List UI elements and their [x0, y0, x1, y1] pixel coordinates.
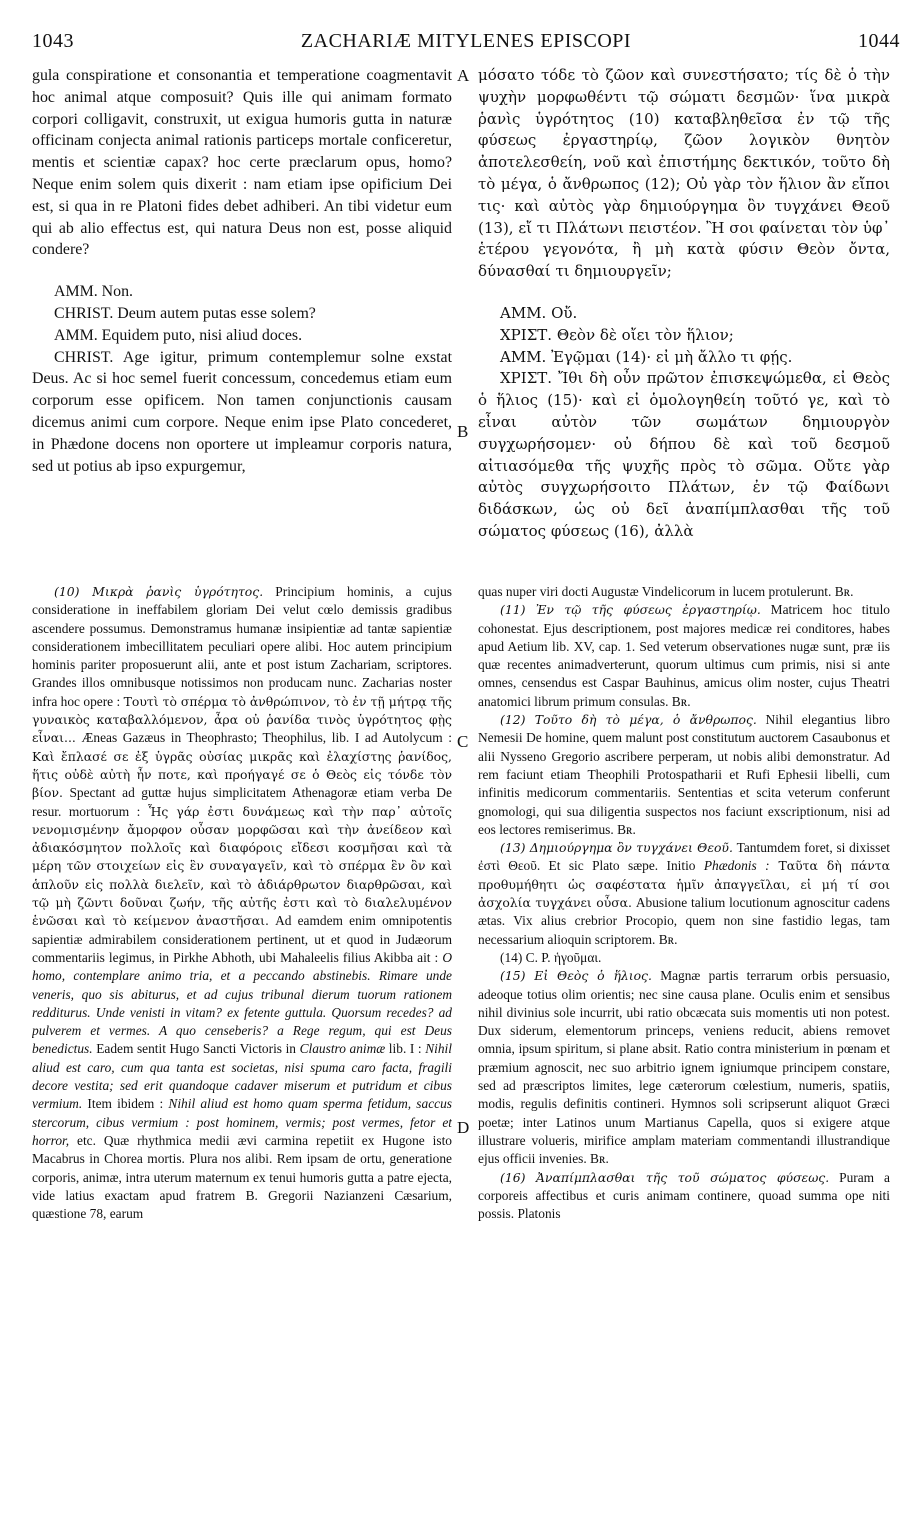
footnote-lemma: (15) Εἰ Θεὸς ὁ ἥλιος.: [500, 968, 652, 984]
margin-letter-b: B: [457, 422, 469, 441]
footnote-lemma: (11) Ἐν τῷ τῆς φύσεως ἐργαστηρίῳ.: [500, 602, 761, 618]
footnote-text: Principium hominis, a cujus consideratione in ineffabilem gloriam Dei velut cœlo demissis gradibus ascendere possumus. Demonstramus humanæ insipientiæ ad tantæ sapientiæ considerationem imbecillitatem peculiari opere alibi. Hoc autem principium hominis pariter proposuerunt alii, ante et post istum Zachariam, scriptores. Grandes illos omnibusque notissimos non producam nunc. Zacharias noster infra hoc opere :: [32, 584, 452, 709]
italic-title: Claustro animæ: [299, 1041, 386, 1057]
greek-speaker-line: ΑΜΜ. Ἐγῷμαι (14)· εἰ μὴ ἄλλο τι φῄς.: [500, 347, 793, 366]
footnote-16: [478, 1169, 890, 1224]
footnote-13: [478, 839, 890, 949]
margin-letter-c: C: [457, 732, 469, 751]
footnotes-right-column: [478, 583, 890, 1223]
footnote-text: Tantumdem foret, si dixisset ἐστὶ Θεοῦ. Et sic Plato sæpe. Initio: [478, 840, 890, 874]
greek-quote: Ταῦτα δὴ πάντα προθυμήθητι ὡς σαφέστατα ἡμῖν ἀπαγγεῖλαι, εἰ μή τί σοι ἀσχολία τυγχάνει οὖσα.: [478, 858, 890, 911]
footnote-lemma: (10) Μικρὰ ῥανὶς ὑγρότητος.: [54, 584, 264, 599]
latin-speaker-line: AMM. Equidem puto, nisi aliud doces.: [54, 326, 303, 344]
footnote-text: Matricem hoc titulo cohonestat. Ejus descriptionem, post majores medicæ rei conditores, habes apud Aetium lib. XV, cap. 1. Sed veterum observationes nugæ sunt, præ iis quæ recentes animadverterunt, quorum ultimus cum primis, nisi si ante omnes, censendus est Caspar Bauhinus, amicus olim noster, cujus Theatri anatomici librum primum consulas. Bʀ.: [478, 602, 890, 709]
footnote-text: Æneas Gazæus in Theophrasto; Theophilus, lib. I ad Autolycum :: [75, 730, 452, 746]
latin-speaker-line: CHRIST. Deum autem putas esse solem?: [54, 304, 316, 322]
footnotes-left-column: [32, 583, 452, 1223]
footnote-text: Spectant ad guttæ hujus simplicitatem Athenagoræ etiam verba De resur. mortuorum :: [32, 785, 452, 819]
latin-paragraph: gula conspiratione et consonantia et temperatione coagmentavit hoc animal atque composuit? Quis ille qui animam formato corpori colligavit, construxit, ut exigua humoris gutta in naturæ officinam conjecta animal rationis particeps mortale conficeretur, mentis et scientiæ capax? hoc certe præclarum opus, homo? Neque enim solem quis dixerit : nam etiam ipse opificium Dei est, si qua in re Platoni fides debet adhiberi. An tibi videtur eum qui ab alio effectus est, qui natura Deus non est, posse aliquid condere?: [32, 67, 452, 259]
greek-paragraph: ΧΡΙΣΤ. Ἴθι δὴ οὖν πρῶτον ἐπισκεψώμεθα, εἰ Θεὸς ὁ ἥλιος (15)· καὶ εἰ ὁμολογηθείη τοῦτό γε, καὶ τὸ εἶναι αὐτὸν τῶν σωμάτων δημιουργὸν συγχωρήσομεν· οὐ δήπου δὲ καὶ τοῦ δεσμοῦ αἰτιασόμεθα τῆς ψυχῆς πρὸς τὸ σῶμα. Οὔτε γὰρ αὐτὸς συγχωρήσοιτο Πλάτων, ἐν τῷ Φαίδωνι διδάσκων, ὡς οὐ δεῖ ἀναπίμπλασθαι τῆς τοῦ σώματος φύσεως (16), ἀλλὰ: [478, 369, 890, 540]
footnote-lemma: (13) Δημιούργημα ὂν τυγχάνει Θεοῦ.: [500, 840, 733, 856]
footnote-text: lib. I :: [385, 1041, 426, 1057]
footnote-12: [478, 711, 890, 839]
footnote-lemma: (12) Τοῦτο δὴ τὸ μέγα, ὁ ἄνθρωπος.: [500, 712, 757, 728]
footnote-text: Abusione talium locutionum agnoscitur cadens ætas. Vix alius crebrior Procopio, quem non sine fastidio legas, tam necessarium alioquin scriptorem. Bʀ.: [478, 895, 890, 947]
footnote-10: [32, 583, 452, 1223]
greek-quote: Καὶ ἔπλασέ σε ἐξ ὑγρᾶς οὐσίας μικρᾶς καὶ ἐλαχίστης ῥανίδος, ἥτις οὐδὲ αὐτὴ ἦν ποτε, καὶ προήγαγέ σε ὁ Θεὸς εἰς τόνδε τὸν βίον.: [32, 748, 452, 801]
italic-title: Phædonis :: [703, 858, 770, 874]
greek-speaker-line: ΧΡΙΣΤ. Θεὸν δὲ οἴει τὸν ἥλιον;: [500, 325, 734, 344]
greek-paragraph: μόσατο τόδε τὸ ζῶον καὶ συνεστήσατο; τίς δὲ ὁ τὴν ψυχὴν μορφωθέντι τῷ σώματι δεσμῶν· ἵνα μικρὰ ῥανὶς ὑγρότητος (10) καταβληθεῖσα ἐν τῷ τῆς φύσεως ἐργαστηρίῳ, ζῶον λογικὸν θνητὸν ἀποτελεσθείη, νοῦ καὶ ἐπιστήμης δεκτικόν, τοῦτο δὴ τὸ μέγα, ὁ ἄνθρωπος (12); Οὐ γὰρ τὸν ἥλιον ἂν εἴποι τις· καὶ αὐτὸς γὰρ δημιούργημα ὂν τυγχάνει Θεοῦ (13), εἴ τι Πλάτωνι πειστέον. Ἢ σοι φαίνεται τὸν ὑφ᾽ ἑτέρου γεγονότα, ἢ μὴ κατὰ φύσιν Θεὸν ὄντα, δύνασθαί τι δημιουργεῖν;: [478, 66, 890, 281]
footnote-14: (14) C. P. ἡγοῦμαι.: [500, 949, 602, 965]
italic-quote: O homo, contemplare animo tria, et a peccando abstinebis. Rimare unde veneris, quo sis abiturus, et ad cujus tribunal dierum tuorum rationem redditurus. Unde venisti in vitam? ex fetente guttula. Quorsum recedes? ad pulverem et vermes. A quo censeberis? a Rege regum, qui est Deus benedictus.: [32, 949, 452, 1057]
margin-letter-d: D: [457, 1118, 470, 1137]
running-title: ZACHARIÆ MITYLENES EPISCOPI: [300, 30, 632, 52]
footnote-10-continued: quas nuper viri docti Augustæ Vindelicorum in lucem protulerunt. Bʀ.: [478, 584, 854, 599]
page-header: [32, 30, 900, 58]
footnote-15: [478, 967, 890, 1168]
page-number-right: 1044: [858, 30, 900, 52]
footnote-text: Item ibidem :: [82, 1096, 169, 1112]
greek-speaker-line: ΑΜΜ. Οὔ.: [500, 303, 578, 322]
latin-column: [32, 65, 452, 477]
footnote-text: etc. Quæ rhythmica medii ævi carmina repetiit ex Hugone isto Macabrus in Chorea mortis. Plura nos alibi. Rem ipsam de ortu, generatione corporis, animæ, intra uterum maternum ex tenui humoris gutta a patre ejecta, vide latius exactam apud fratrem B. Gregorii Nazianzeni Cæsarium, quæstione 78, earum: [32, 1132, 452, 1222]
margin-letter-a: A: [457, 66, 470, 85]
latin-paragraph: CHRIST. Age igitur, primum contemplemur solne exstat Deus. Ac si hoc semel fuerit concessum, concedemus etiam eum corporum esse opificem. Non tamen conjunctionis causam dicemus animi cum corpore. Neque enim ipse Plato concederet, in Phædone docens non oportere ut impleamur corporis natura, sed ut potius ab ipso expurgemur,: [32, 348, 452, 475]
footnote-text: Magnæ partis terrarum orbis persuasio, adeoque totius olim orientis; nec sine causa plane. Oculis enim et sensibus nihil divinius sole incurrit, ubi ratio obcæcata suis momentis uti non potest. Dux siderum, elementorum princeps, veniens reducit, abiens removet omnia, ipsum spiritum, si plane absit. Ratio contra ministerium in pœnam et præmium agnoscit, nec suo arbitrio ignem igniumque principem constare, sed ad præscriptos limites, lege cæterorum cœlestium, numeris, spatiis, modis, regulis definitis contineri. Hymnos soli scripserunt aliquot Græci poetæ; inter Latinos unum Martianus Capella, quos si exigere atque illustrare volueris, mirifice amplam materiam commentandi illustrandique ejus officii invenies. Bʀ.: [478, 968, 890, 1167]
greek-quote: Τουτὶ τὸ σπέρμα τὸ ἀνθρώπινον, τὸ ἐν τῇ μήτρᾳ τῆς γυναικὸς καταβαλλόμενον, ἆρα οὐ ῥανίδα τινὸς ὑγρότητος φῂς εἶναι...: [32, 693, 452, 746]
footnote-lemma: (16) Ἀναπίμπλασθαι τῆς τοῦ σώματος φύσεως.: [500, 1169, 830, 1185]
greek-quote: Ἧς γάρ ἐστι δυνάμεως καὶ τὴν παρ᾽ αὐτοῖς νενομισμένην ἄμορφον οὖσαν μορφῶσαι καὶ τὴν ἀνείδεον καὶ ἀδιακόσμητον πολλοῖς καὶ διαφόροις εἴδεσι κοσμῆσαι καὶ τὰ μέρη τῶν στοιχείων εἰς ἓν συναγαγεῖν, καὶ τὸ σπέρμα ἓν ὂν καὶ ἁπλοῦν εἰς πολλὰ διελεῖν, καὶ τὸ ἀδιάρθρωτον διαρθρῶσαι, καὶ τῷ μὴ ζῶντι δοῦναι ζωήν, τῆς αὐτῆς ἐστι καὶ τὸ διαλελυμένον ἑνῶσαι καὶ τὸ κείμενον ἀναστῆσαι.: [32, 803, 452, 929]
italic-quote: Nihil aliud est caro, cum qua tanta est societas, nisi spuma caro facta, fragili decore vestita; sed erit quandoque cadaver miserum et putridum et cibus vermium.: [32, 1041, 452, 1112]
latin-speaker-line: AMM. Non.: [54, 283, 134, 301]
greek-column: [478, 65, 890, 543]
page-number-left: 1043: [32, 30, 74, 52]
footnote-text: Ad eamdem enim omnipotentis sapientiæ admirabilem considerationem pertinent, ut et quod in Judæorum commentariis legimus, in Pirkhe Abhoth, ubi Mahaleelis filius Akibba ait :: [32, 913, 452, 965]
footnote-text: Puram a corporeis affectibus et curis animam continere, quoad summa ope niti possis. Platonis: [478, 1169, 890, 1222]
footnote-text: Eadem sentit Hugo Sancti Victoris in: [92, 1041, 300, 1057]
footnote-11: [478, 601, 890, 711]
footnote-text: Nihil elegantius libro Nemesii De homine, quem malunt post constitutum auctorem Casaubonus et alii Nysseno Gregorio ascribere perperam, ut nobis alibi demonstratur. Ad rem faciunt etiam Theophili Protospatharii et Rufi Ephesii libelli, cum infinitis medicorum commentariis. Sententias et scita veterum conferunt gnomologi, qui sua diligentia suspectos nos faciunt exscriptionum, nisi ad eos lectores remiserimus. Bʀ.: [478, 712, 890, 837]
italic-quote: Nihil aliud est homo quam sperma fetidum, saccus stercorum, cibus vermium : post hominem, vermis; post vermes, fetor et horror,: [32, 1096, 452, 1148]
